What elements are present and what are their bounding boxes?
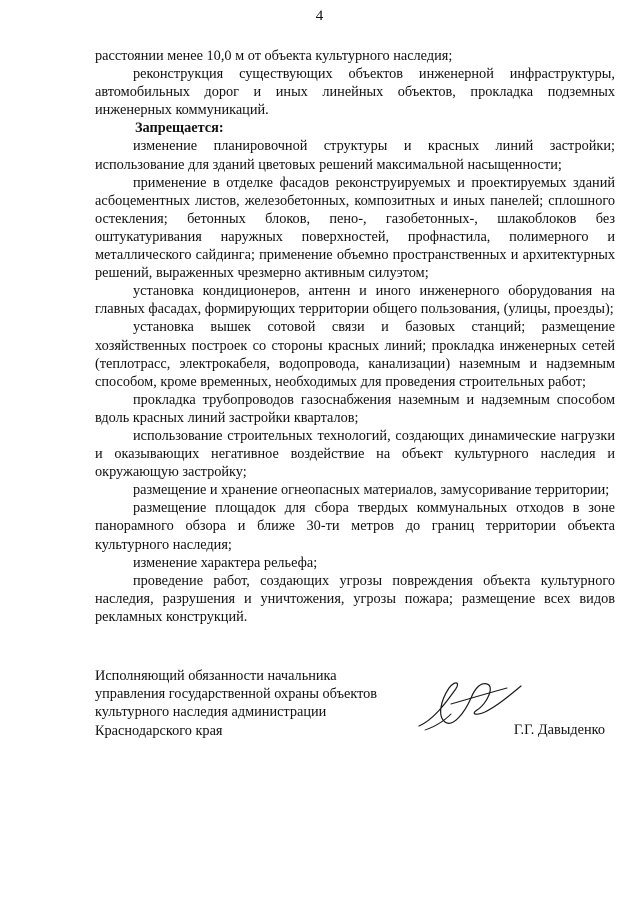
signer-position-line: Исполняющий обязанности начальника <box>95 668 337 684</box>
signer-position-line: Краснодарского края <box>95 722 223 739</box>
body-paragraph: реконструкция существующих объектов инженерной инфраструктуры, автомобильных дорог и иных линейных объектов, прокладка подземных инженерных коммуникаций. <box>95 66 615 119</box>
body-paragraph: применение в отделке фасадов реконструируемых и проектируемых зданий асбоцементных листов, железобетонных, композитных и иных панелей; сплошного остекления; бетонных блоков, пено-, газобетонных-, шлакоблоков без оштукатуривания наружных поверхностей, профнастила, полимерного и металлического сайдинга; применение объемно пространственных и архитектурных решений, выраженных чрезмерно активным силуэтом; <box>95 174 615 282</box>
signer-name: Г.Г. Давыденко <box>513 722 605 738</box>
document-body <box>95 47 615 626</box>
signer-position-line: управления государственной охраны объектов <box>95 686 378 703</box>
body-paragraph: изменение характера рельефа; <box>133 554 318 571</box>
page-number: 4 <box>315 8 324 24</box>
signer-position-line: культурного наследия администрации <box>95 704 327 721</box>
body-paragraph: размещение и хранение огнеопасных материалов, замусоривание территории; <box>133 482 610 499</box>
body-paragraph: проведение работ, создающих угрозы повреждения объекта культурного наследия, разрушения и уничтожения, угрозы пожара; размещение всех видов рекламных конструкций. <box>95 572 615 625</box>
body-paragraph: расстоянии менее 10,0 м от объекта культурного наследия; <box>95 48 453 64</box>
body-paragraph: размещение площадок для сбора твердых коммунальных отходов в зоне панорамного обзора и ближе 30-ти метров до границ территории объекта культурного наследия; <box>95 500 615 553</box>
body-paragraph: изменение планировочной структуры и красных линий застройки; использование для зданий цветовых решений максимальной насыщенности; <box>95 138 615 173</box>
body-paragraph: использование строительных технологий, создающих динамические нагрузки и оказывающих негативное воздействие на объект культурного наследия и окружающую застройку; <box>95 427 615 481</box>
body-paragraph: прокладка трубопроводов газоснабжения наземным и надземным способом вдоль красных линий застройки кварталов; <box>95 391 615 426</box>
body-paragraph: установка кондиционеров, антенн и иного инженерного оборудования на главных фасадах, формирующих территории общего пользования, (улицы, проезды); <box>95 283 615 318</box>
body-paragraph: установка вышек сотовой связи и базовых станций; размещение хозяйственных построек со стороны красных линий; прокладка инженерных сетей (теплотрасс, электрокабеля, водопровода, канализации) наземным и надземным способом, кроме временных, необходимых для проведения строительных работ; <box>95 319 615 390</box>
handwritten-signature <box>415 674 525 734</box>
section-heading-prohibited: Запрещается: <box>135 120 224 137</box>
signature-block <box>95 667 615 740</box>
